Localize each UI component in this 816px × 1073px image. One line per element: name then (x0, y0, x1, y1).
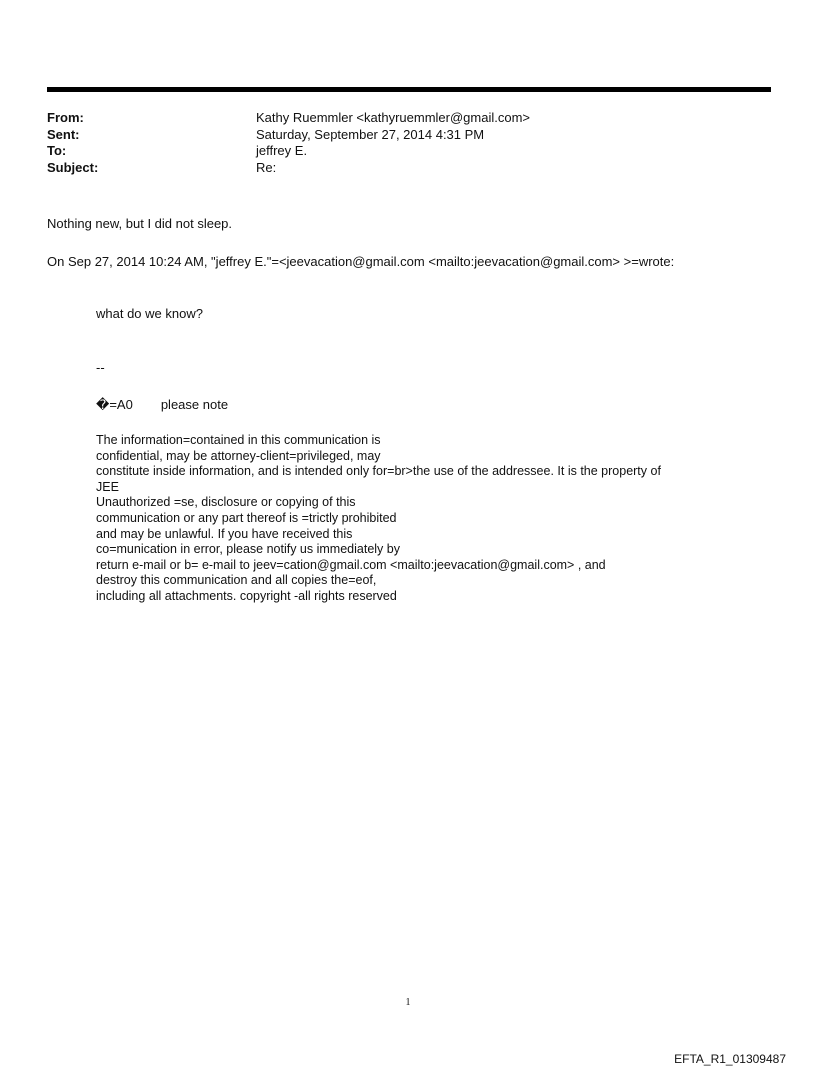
disclaimer-line: confidential, may be attorney-client=privileged, may (96, 448, 381, 463)
sent-row (47, 127, 747, 144)
reply-text: Nothing new, but I did not sleep. (47, 216, 233, 231)
quoted-question: what do we know? (96, 306, 203, 321)
disclaimer (96, 433, 736, 605)
email-header (47, 110, 747, 176)
to-value: jeffrey E. (256, 143, 308, 158)
subject-label: Subject: (47, 159, 99, 175)
page-number: 1 (405, 997, 411, 1008)
signature-separator: -- (96, 360, 105, 375)
disclaimer-line: and may be unlawful. If you have received this (96, 526, 353, 541)
bates-stamp: EFTA_R1_01309487 (674, 1052, 786, 1066)
note-line (96, 397, 228, 413)
disclaimer-line: co=munication in error, please notify us immediately by (96, 542, 400, 557)
subject-row (47, 160, 747, 177)
to-row (47, 143, 747, 160)
note-prefix: �=A0 (96, 397, 133, 412)
note-text: please note (160, 397, 229, 412)
disclaimer-line: communication or any part thereof is =trictly prohibited (96, 510, 397, 525)
subject-value: Re: (256, 159, 277, 175)
disclaimer-line: Unauthorized =se, disclosure or copying of this (96, 495, 356, 510)
quote-intro: On Sep 27, 2014 10:24 AM, "jeffrey E."=<jeevacation@gmail.com <mailto:jeevacation@gmail.com> >=wrote: (47, 254, 675, 269)
to-label: To: (47, 143, 67, 158)
from-label: From: (47, 110, 84, 125)
disclaimer-line: constitute inside information, and is intended only for=br>the use of the addressee. It is the property of (96, 464, 661, 479)
disclaimer-line: return e-mail or b= e-mail to jeev=cation@gmail.com <mailto:jeevacation@gmail.com> , and (96, 557, 606, 572)
disclaimer-line: JEE (96, 479, 119, 494)
header-rule (47, 87, 771, 92)
disclaimer-line: including all attachments. copyright -all rights reserved (96, 588, 397, 603)
from-row (47, 110, 747, 127)
sent-label: Sent: (47, 126, 80, 142)
disclaimer-line: destroy this communication and all copies the=eof, (96, 573, 377, 588)
from-value: Kathy Ruemmler <kathyruemmler@gmail.com> (256, 110, 531, 125)
sent-value: Saturday, September 27, 2014 4:31 PM (256, 126, 485, 142)
disclaimer-line: The information=contained in this communication is (96, 433, 381, 447)
